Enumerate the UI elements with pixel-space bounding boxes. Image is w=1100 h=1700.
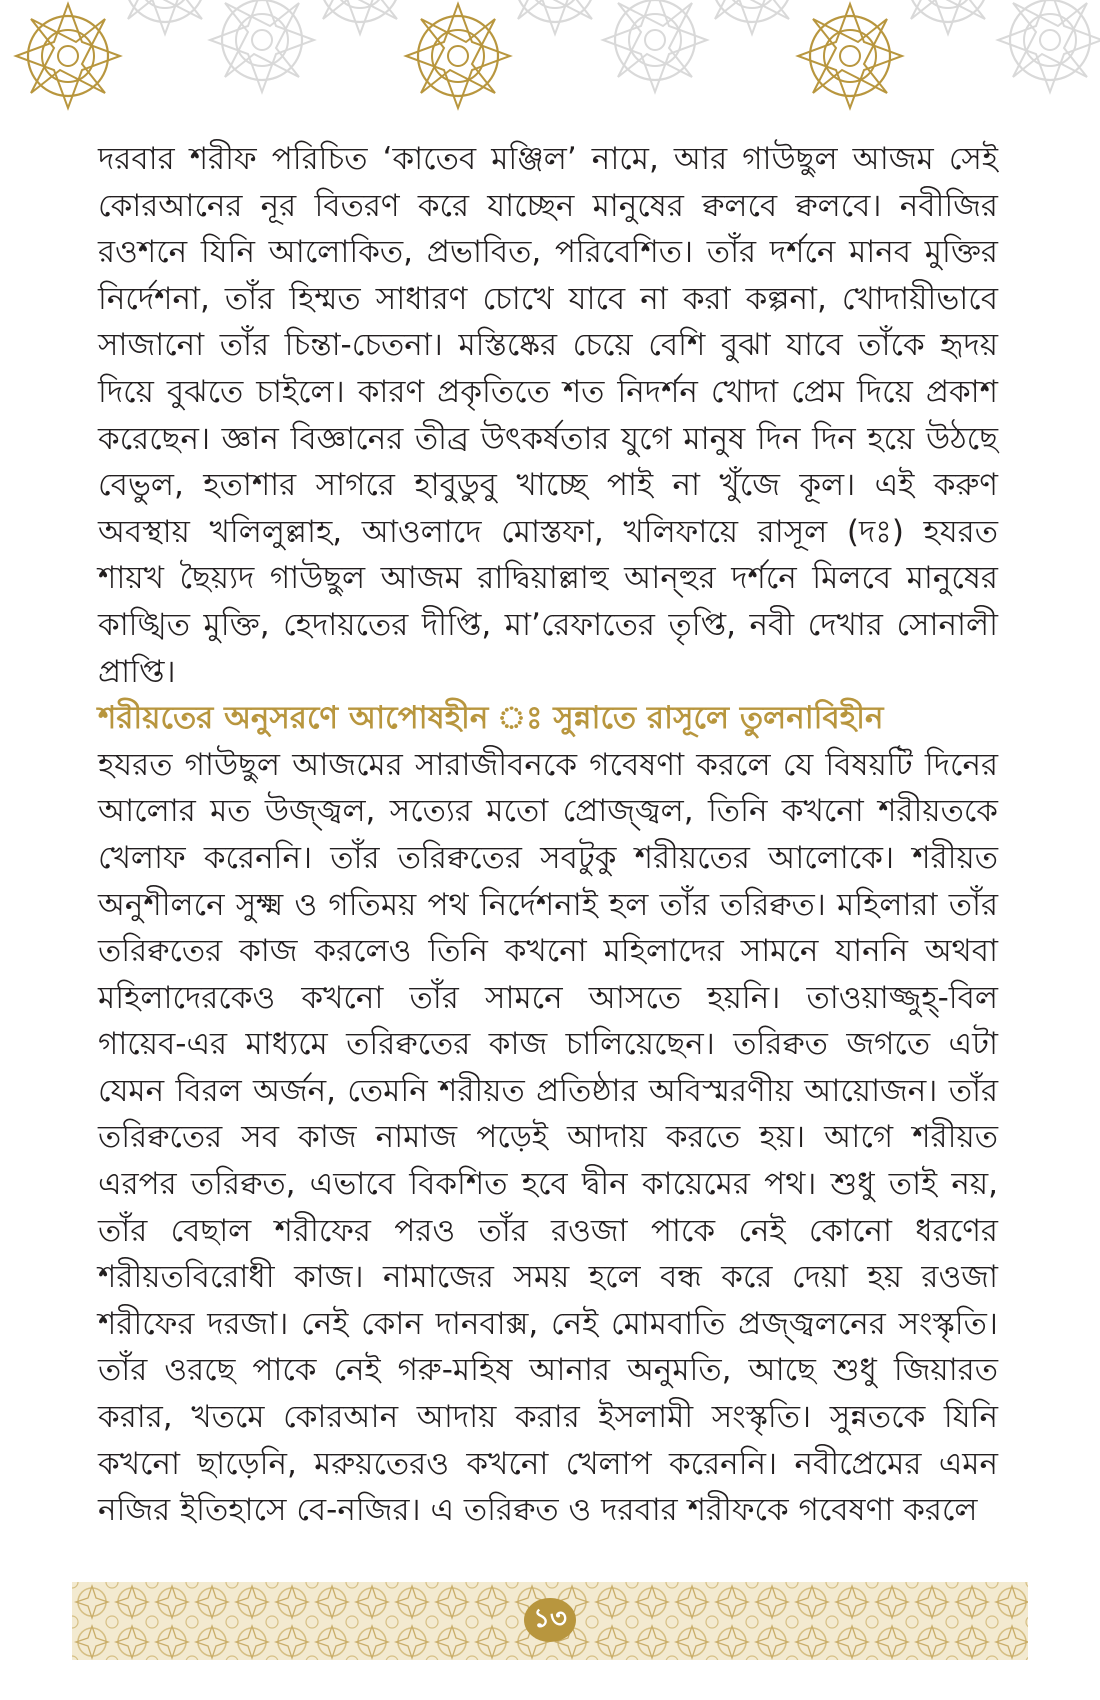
top-ornament-band (0, 0, 1100, 130)
page-content (98, 136, 998, 1534)
body-paragraph-2: হযরত গাউছুল আজমের সারাজীবনকে গবেষণা করলে যে বিষয়টি দিনের আলোর মত উজ্জ্বল, সত্যের মতো প্রোজ্জ্বল, তিনি কখনো শরীয়তকে খেলাফ করেননি। তাঁর তরিক্বতের সবটুকু শরীয়তের আলোকে। শরীয়ত অনুশীলনে সুক্ষ্ম ও গতিময় পথ নির্দেশনাই হল তাঁর তরিক্বত। মহিলারা তাঁর তরিক্বতের কাজ করলেও তিনি কখনো মহিলাদের সামনে যাননি অথবা মহিলাদেরকেও কখনো তাঁর সামনে আসতে হয়নি। তাওয়াজ্জুহ্-বিল গায়েব-এর মাধ্যমে তরিক্বতের কাজ চালিয়েছেন। তরিক্বত জগতে এটা যেমন বিরল অর্জন, তেমনি শরীয়ত প্রতিষ্ঠার অবিস্মরণীয় আয়োজন। তাঁর তরিক্বতের সব কাজ নামাজ পড়েই আদায় করতে হয়। আগে শরীয়ত এরপর তরিক্বত, এভাবে বিকশিত হবে দ্বীন কায়েমের পথ। শুধু তাই নয়, তাঁর বেছাল শরীফের পরও তাঁর রওজা পাকে নেই কোনো ধরণের শরীয়তবিরোধী কাজ। নামাজের সময় হলে বন্ধ করে দেয়া হয় রওজা শরীফের দরজা। নেই কোন দানবাক্স, নেই মোমবাতি প্রজ্জ্বলনের সংস্কৃতি। তাঁর ওরছে পাকে নেই গরু-মহিষ আনার অনুমতি, আছে শুধু জিয়ারত করার, খতমে কোরআন আদায় করার ইসলামী সংস্কৃতি। সুন্নতকে যিনি কখনো ছাড়েনি, মরুয়তেরও কখনো খেলাপ করেননি। নবীপ্রেমের এমন নজির ইতিহাসে বে-নজির। এ তরিক্বত ও দরবার শরীফকে গবেষণা করলে (98, 746, 998, 1529)
arabesque-pattern-icon (0, 0, 1100, 130)
section-heading: শরীয়তের অনুসরণে আপোষহীন ঃ সুন্নাতে রাসূলে তুলনাবিহীন (98, 700, 884, 737)
page-number-badge: ১৩ (524, 1598, 576, 1642)
body-paragraph-1: দরবার শরীফ পরিচিত ‘কাতেব মঞ্জিল’ নামে, আর গাউছুল আজম সেই কোরআনের নূর বিতরণ করে যাচ্ছেন মানুষের ক্বলবে ক্বলবে। নবীজির রওশনে যিনি আলোকিত, প্রভাবিত, পরিবেশিত। তাঁর দর্শনে মানব মুক্তির নির্দেশনা, তাঁর হিম্মত সাধারণ চোখে যাবে না করা কল্পনা, খোদায়ীভাবে সাজানো তাঁর চিন্তা-চেতনা। মস্তিষ্কের চেয়ে বেশি বুঝা যাবে তাঁকে হৃদয় দিয়ে বুঝতে চাইলে। কারণ প্রকৃতিতে শত নিদর্শন খোদা প্রেম দিয়ে প্রকাশ করেছেন। জ্ঞান বিজ্ঞানের তীব্র উৎকর্ষতার যুগে মানুষ দিন দিন হয়ে উঠছে বেভুল, হতাশার সাগরে হাবুডুবু খাচ্ছে পাই না খুঁজে কূল। এই করুণ অবস্থায় খলিলুল্লাহ, আওলাদে মোস্তফা, খলিফায়ে রাসূল (দঃ) হযরত শায়খ ছৈয়্যদ গাউছুল আজম রাদ্বিয়াল্লাহু আন্হুর দর্শনে মিলবে মানুষের কাঙ্খিত মুক্তি, হেদায়তের দীপ্তি, মা’রেফাতের তৃপ্তি, নবী দেখার সোনালী প্রাপ্তি। (98, 141, 998, 690)
